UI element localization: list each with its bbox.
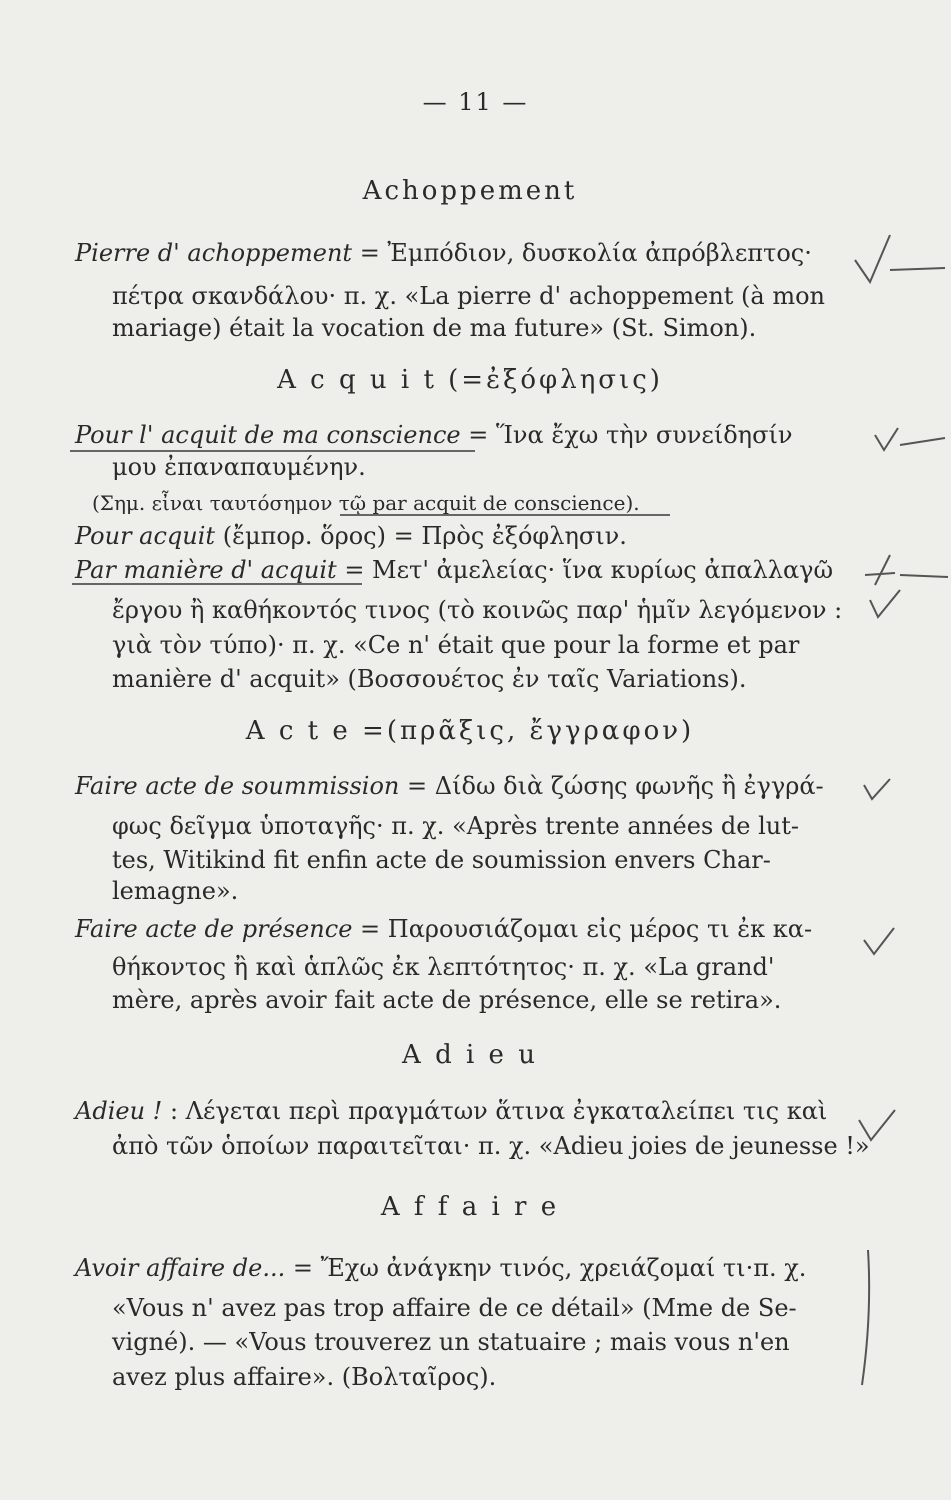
entry-line: tes, Witikind fit enfin acte de soumission envers Char- bbox=[112, 846, 771, 874]
entry-line: πέτρα σκανδάλου· π. χ. «La pierre d' achoppement (à mon bbox=[112, 282, 826, 310]
pencil-underline bbox=[72, 583, 362, 585]
entry-line: ἔργου ἢ καθήκοντός τινος (τὸ κοινῶς παρ' ἡμῖν λεγόμενον : bbox=[112, 596, 843, 624]
entry-line: Faire acte de soummission = Δίδω διὰ ζώσης φωνῆς ἢ ἐγγρά- bbox=[75, 772, 824, 800]
check-mark-icon bbox=[860, 775, 900, 805]
entry-term: Faire acte de présence bbox=[75, 915, 353, 943]
entry-line: vigné). — «Vous trouverez un statuaire ; mais vous n'en bbox=[112, 1328, 790, 1356]
entry-term: Avoir affaire de... bbox=[75, 1254, 286, 1282]
entry-term: Pierre d' achoppement bbox=[75, 239, 353, 267]
entry-line: Adieu ! : Λέγεται περὶ πραγμάτων ἅτινα ἐγκαταλείπει τις καὶ bbox=[75, 1097, 828, 1125]
pencil-underline bbox=[340, 514, 670, 516]
entry-term: Pour acquit bbox=[75, 522, 216, 550]
heading-adieu: A d i e u bbox=[402, 1040, 538, 1070]
heading-affaire: A f f a i r e bbox=[380, 1192, 560, 1222]
entry-line: «Vous n' avez pas trop affaire de ce détail» (Mme de Se- bbox=[112, 1294, 797, 1322]
margin-bracket-line bbox=[850, 1245, 880, 1395]
entry-line: θήκοντος ἢ καὶ ἁπλῶς ἐκ λεπτότητος· π. χ. «La grand' bbox=[112, 953, 775, 981]
entry-line: γιὰ τὸν τύπο)· π. χ. «Ce n' était que pour la forme et par bbox=[112, 631, 800, 659]
check-mark-icon bbox=[850, 230, 950, 290]
entry-line: Par manière d' acquit = Μετ' ἀμελείας· ἵνα κυρίως ἀπαλλαγῶ bbox=[75, 556, 834, 584]
entry-line: Avoir affaire de... = Ἔχω ἀνάγκην τινός, χρειάζομαί τι·π. χ. bbox=[75, 1254, 807, 1282]
entry-term: Faire acte de soummission bbox=[75, 772, 400, 800]
check-mark-icon bbox=[855, 1100, 915, 1150]
entry-term: Par manière d' acquit bbox=[75, 556, 337, 584]
entry-line: mariage) était la vocation de ma future» (St. Simon). bbox=[112, 314, 757, 342]
entry-line: ἀπὸ τῶν ὁποίων παραιτεῖται· π. χ. «Adieu joies de jeunesse !» bbox=[112, 1132, 870, 1160]
entry-line: Faire acte de présence = Παρουσιάζομαι εἰς μέρος τι ἐκ κα- bbox=[75, 915, 813, 943]
entry-term: Pour l' acquit de ma conscience bbox=[75, 421, 461, 449]
page-number: — 11 — bbox=[422, 88, 529, 116]
check-mark-icon bbox=[860, 545, 950, 625]
heading-acquit: A c q u i t (=ἐξόφλησις) bbox=[277, 365, 663, 395]
entry-line: lemagne». bbox=[112, 877, 239, 905]
entry-line: mère, après avoir fait acte de présence, elle se retira». bbox=[112, 986, 782, 1014]
entry-line: μου ἐπαναπαυμένην. bbox=[112, 453, 366, 481]
check-mark-icon bbox=[860, 920, 910, 960]
entry-term: Adieu ! bbox=[75, 1097, 163, 1125]
heading-achoppement: Achoppement bbox=[362, 176, 578, 206]
check-mark-icon bbox=[870, 420, 950, 460]
entry-line: φως δεῖγμα ὑποταγῆς· π. χ. «Après trente années de lut- bbox=[112, 812, 799, 840]
heading-acte: A c t e =(πρᾶξις, ἔγγραφον) bbox=[245, 716, 695, 746]
entry-line: Pour acquit (ἔμπορ. ὅρος) = Πρὸς ἐξόφλησιν. bbox=[75, 522, 627, 550]
entry-line: Pour l' acquit de ma conscience = Ἵνα ἔχω τὴν συνείδησίν bbox=[75, 421, 793, 449]
entry-line: Pierre d' achoppement = Ἐμπόδιον, δυσκολία ἀπρόβλεπτος· bbox=[75, 239, 812, 267]
entry-line: avez plus affaire». (Βολταῖρος). bbox=[112, 1363, 497, 1391]
entry-line: manière d' acquit» (Βοσσουέτος ἐν ταῖς Variations). bbox=[112, 665, 747, 693]
note-line: (Σημ. εἶναι ταυτόσημον τῷ par acquit de conscience). bbox=[92, 491, 640, 515]
